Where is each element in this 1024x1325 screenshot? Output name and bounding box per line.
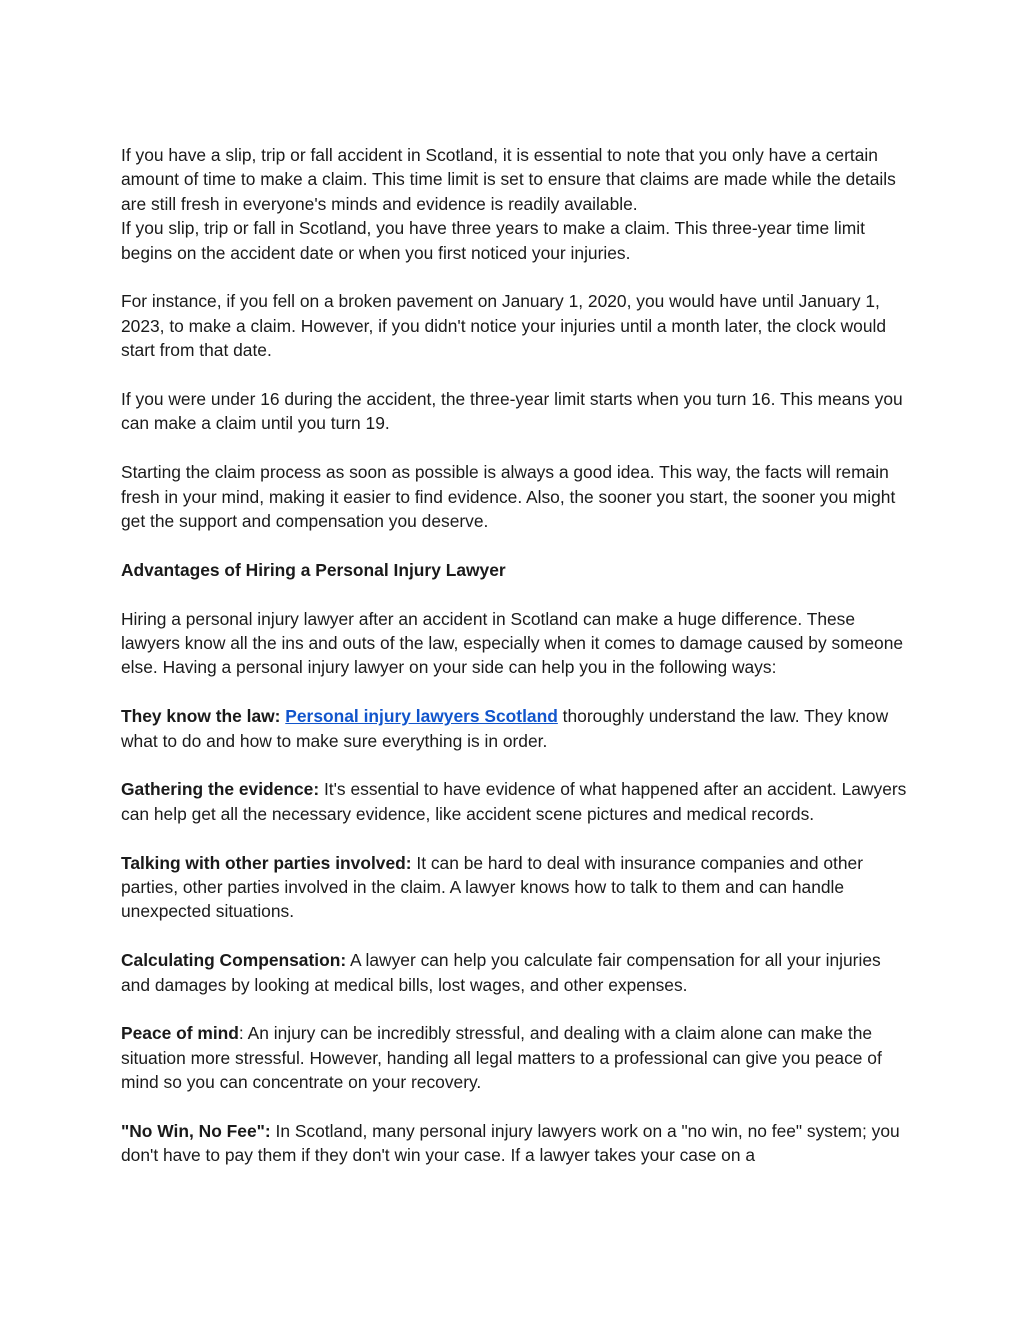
advantage-text: thoroughly understand the law. They know what to do and how to make sure everything is in order. xyxy=(121,706,889,751)
advantage-item-compensation xyxy=(121,948,911,997)
advantage-lead: "No Win, No Fee": xyxy=(121,1121,271,1142)
advantage-text: A lawyer can help you calculate fair compensation for all your injuries and damages by looking at medical bills, lost wages, and other expenses. xyxy=(121,950,881,995)
intro-paragraph-time-limit: If you have a slip, trip or fall accident in Scotland, it is essential to note that you only have a certain amount of time to make a claim. This time limit is set to ensure that claims are made while the details are still fresh in everyone's minds and evidence is readily available. xyxy=(121,145,896,214)
advantage-lead: They know the law: xyxy=(121,706,281,727)
document-page xyxy=(121,143,911,1192)
advantage-text: In Scotland, many personal injury lawyers work on a "no win, no fee" system; you don't have to pay them if they don't win your case. If a lawyer takes your case on a xyxy=(121,1121,900,1166)
intro-paragraph-example: For instance, if you fell on a broken pavement on January 1, 2020, you would have until January 1, 2023, to make a claim. However, if you didn't notice your injuries until a month later, the clock would start from that date. xyxy=(121,291,887,361)
advantage-lead: Peace of mind xyxy=(121,1023,239,1044)
advantages-intro: Hiring a personal injury lawyer after an accident in Scotland can make a huge difference. These lawyers know all the ins and outs of the law, especially when it comes to damage caused by someone else. Having a personal injury lawyer on your side can help you in the following ways: xyxy=(121,608,904,678)
intro-paragraph-start-early: Starting the claim process as soon as possible is always a good idea. This way, the facts will remain fresh in your mind, making it easier to find evidence. Also, the sooner you start, the sooner you might get the support and compensation you deserve. xyxy=(121,462,896,532)
advantage-item-other-parties xyxy=(121,851,911,924)
advantage-lead: Talking with other parties involved: xyxy=(121,852,412,873)
advantage-lead: Gathering the evidence: xyxy=(121,779,320,800)
advantage-text: : An injury can be incredibly stressful, and dealing with a claim alone can make the situation more stressful. However, handing all legal matters to a professional can give you peace of mind so you can concentrate on your recovery. xyxy=(121,1023,882,1093)
advantage-text: It can be hard to deal with insurance companies and other parties, other parties involved in the claim. A lawyer knows how to talk to them and can handle unexpected situations. xyxy=(121,852,864,922)
advantage-item-evidence xyxy=(121,777,911,826)
section-heading-advantages: Advantages of Hiring a Personal Injury Lawyer xyxy=(121,559,506,580)
advantage-text: It's essential to have evidence of what happened after an accident. Lawyers can help get all the necessary evidence, like accident scene pictures and medical records. xyxy=(121,779,907,824)
advantage-item-know-law xyxy=(121,704,911,753)
intro-paragraph-three-years: If you slip, trip or fall in Scotland, you have three years to make a claim. This three-year time limit begins on the accident date or when you first noticed your injuries. xyxy=(121,218,865,263)
advantage-item-peace-of-mind xyxy=(121,1021,911,1094)
personal-injury-lawyers-link[interactable]: Personal injury lawyers Scotland xyxy=(285,706,558,727)
advantage-lead: Calculating Compensation: xyxy=(121,950,347,971)
intro-paragraph-under-16: If you were under 16 during the accident, the three-year limit starts when you turn 16. This means you can make a claim until you turn 19. xyxy=(121,389,903,434)
advantage-item-no-win-no-fee xyxy=(121,1119,911,1168)
